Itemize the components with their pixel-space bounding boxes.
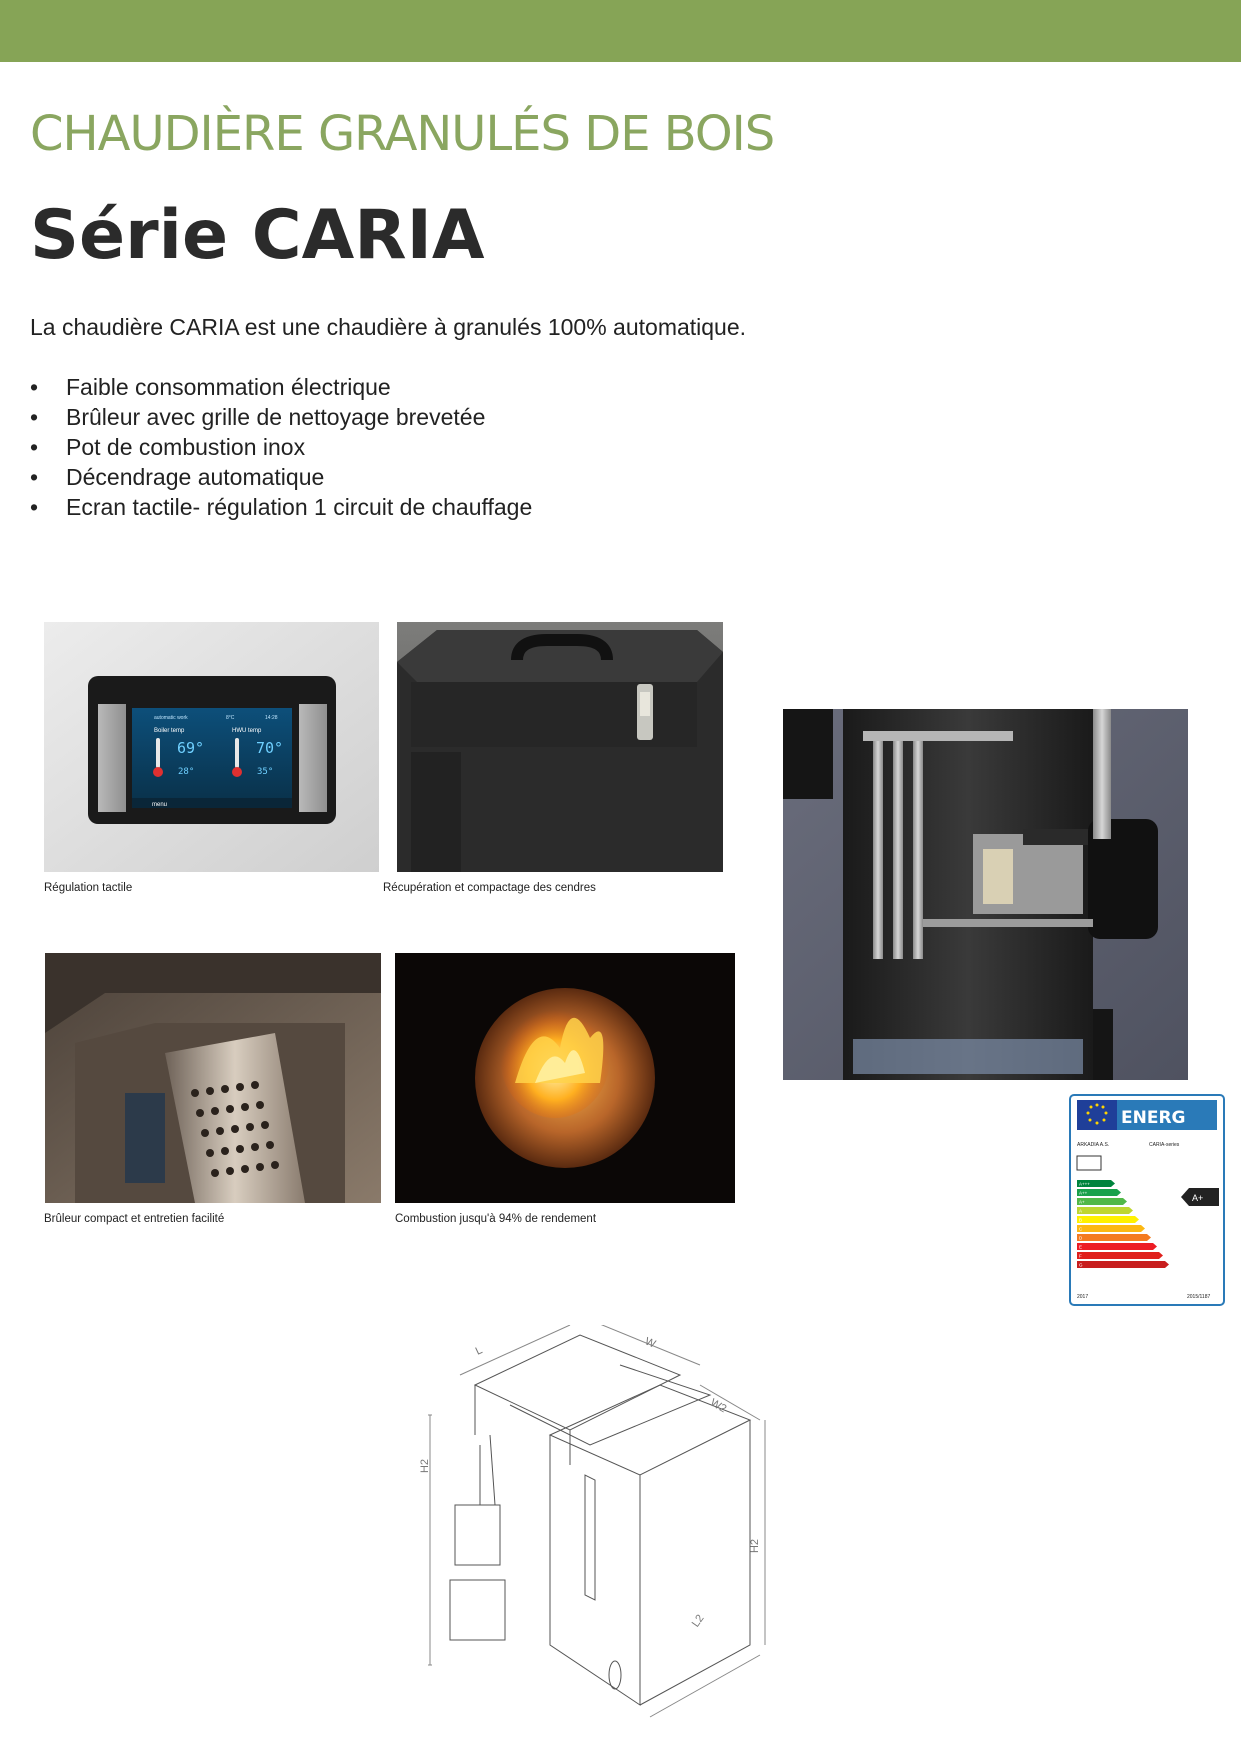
energy-label (1069, 1094, 1225, 1306)
energy-word: ENERG (1121, 1108, 1186, 1128)
touch-panel-photo (44, 622, 379, 872)
list-item: • Pot de combustion inox (30, 434, 306, 460)
caption-ash: Récupération et compactage des cendres (383, 882, 596, 894)
bullet-icon: • (30, 434, 39, 460)
intro-text: La chaudière CARIA est une chaudière à granulés 100% automatique. (30, 314, 747, 340)
energy-regulation: 2015/1187 (1187, 1294, 1211, 1300)
screen-outdoor-text: 8°C (226, 715, 235, 721)
energy-model: CARIA-series (1149, 1142, 1180, 1148)
bullet-icon: • (30, 464, 39, 490)
energy-class-bar (1077, 1207, 1133, 1214)
screen-hwu-label: HWU temp (232, 728, 262, 734)
energy-class-bar (1077, 1225, 1145, 1232)
list-item: • Brûleur avec grille de nettoyage brevetée (30, 404, 486, 430)
energy-class-label: A+++ (1079, 1181, 1090, 1187)
screen-boiler-set: 28° (178, 767, 195, 777)
energy-class-bar (1077, 1216, 1139, 1223)
screen-hwu-current: 70° (256, 739, 284, 757)
energy-class-label: A (1079, 1208, 1083, 1214)
screen-menu-text: menu (152, 802, 168, 808)
dim-label-W: W (643, 1335, 658, 1351)
bullet-icon: • (30, 494, 39, 520)
dim-label-H2-left: H2 (419, 1458, 432, 1474)
ash-box-photo (397, 622, 723, 872)
screen-hwu-set: 35° (257, 767, 274, 777)
dim-label-H2-right: H2 (749, 1538, 762, 1554)
dim-label-L: L (473, 1344, 485, 1358)
energy-class-label: A+ (1079, 1199, 1085, 1205)
screen-mode-text: automatic work (154, 715, 188, 721)
bullet-icon: • (30, 404, 39, 430)
boiler-cutaway-photo (783, 709, 1188, 1080)
screen-boiler-label: Boiler temp (154, 728, 185, 734)
caption-touch: Régulation tactile (44, 882, 133, 894)
feature-list (30, 372, 532, 522)
energy-class-label: C (1079, 1226, 1083, 1232)
energy-class-label: D (1079, 1235, 1083, 1241)
energy-class-label: G (1079, 1262, 1083, 1268)
list-item: • Faible consommation électrique (30, 374, 391, 400)
page-kicker: CHAUDIÈRE GRANULÉS DE BOIS (30, 106, 775, 162)
list-item: • Décendrage automatique (30, 464, 325, 490)
dim-label-W2: W2 (708, 1396, 729, 1416)
list-item: • Ecran tactile- régulation 1 circuit de chauffage (30, 494, 533, 520)
screen-boiler-current: 69° (177, 739, 205, 757)
page-title: Série CARIA (30, 196, 485, 275)
technical-drawing (420, 1325, 780, 1725)
bullet-icon: • (30, 374, 39, 400)
energy-rating: A+ (1192, 1193, 1204, 1203)
energy-class-label: A++ (1079, 1190, 1088, 1196)
energy-class-label: F (1079, 1253, 1082, 1259)
energy-class-bar (1077, 1261, 1169, 1268)
burner-photo (45, 953, 381, 1203)
caption-combustion: Combustion jusqu'à 94% de rendement (395, 1213, 597, 1225)
energy-class-bar (1077, 1243, 1157, 1250)
caption-burner: Brûleur compact et entretien facilité (44, 1213, 225, 1225)
energy-supplier: ARKADIA A.S. (1077, 1142, 1110, 1148)
energy-class-bar (1077, 1234, 1151, 1241)
screen-clock-text: 14:28 (265, 715, 278, 721)
energy-class-bar (1077, 1252, 1163, 1259)
energy-year: 2017 (1077, 1294, 1089, 1300)
energy-class-label: E (1079, 1244, 1083, 1250)
combustion-photo (395, 953, 735, 1203)
energy-class-label: B (1079, 1217, 1083, 1223)
dim-label-L2: L2 (689, 1612, 707, 1630)
top-accent-bar (0, 0, 1241, 62)
